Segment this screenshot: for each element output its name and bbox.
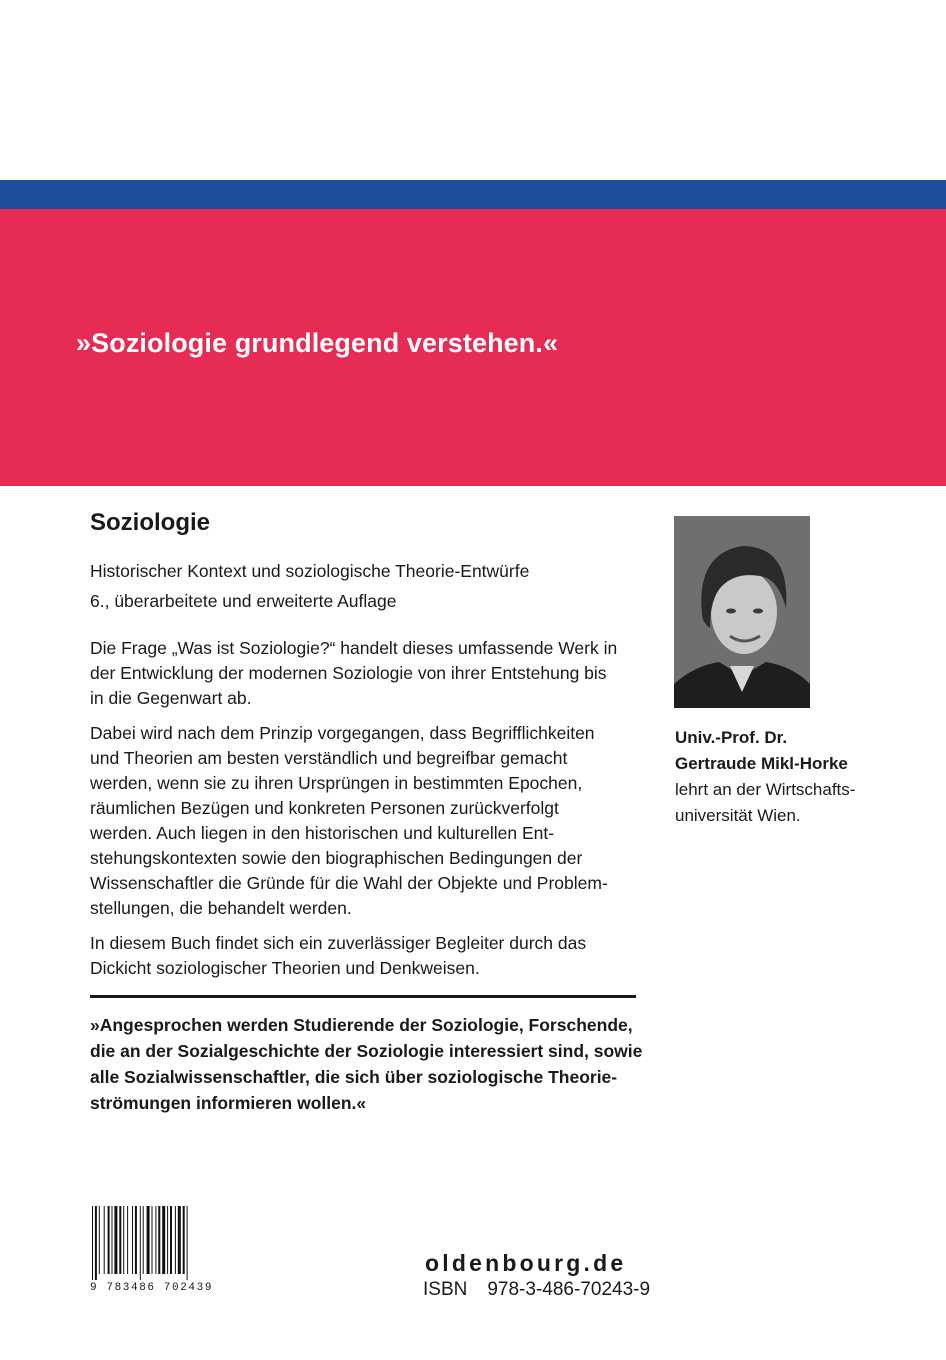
barcode-bar: [152, 1206, 153, 1274]
publisher-url: oldenbourg.de: [425, 1250, 627, 1276]
text-line: räumlichen Bezügen und konkreten Personen zurückverfolgt: [90, 798, 559, 818]
barcode-bar: [178, 1206, 181, 1274]
book-subtitle: [90, 556, 529, 616]
barcode-icon: [90, 1206, 226, 1280]
barcode-bar: [104, 1206, 105, 1274]
text-line: In diesem Buch findet sich ein zuverlässiger Begleiter durch das: [90, 933, 587, 953]
text-line: der Entwicklung der modernen Soziologie von ihrer Entstehung bis: [90, 663, 607, 683]
barcode-bar: [112, 1206, 113, 1274]
quote-line: strömungen informieren wollen.«: [90, 1093, 367, 1113]
text-line: Dickicht soziologischer Theorien und Denkweisen.: [90, 958, 480, 978]
barcode-bar: [114, 1206, 117, 1274]
quote-line: alle Sozialwissenschaftler, die sich über soziologische Theorie-: [90, 1067, 618, 1087]
text-line: in die Gegenwart ab.: [90, 688, 252, 708]
description-paragraph: [90, 931, 650, 981]
text-line: werden, wenn sie zu ihren Ursprüngen in bestimmten Epochen,: [90, 773, 583, 793]
barcode-bar: [132, 1206, 133, 1274]
barcode-bar: [119, 1206, 121, 1274]
author-affiliation: universität Wien.: [675, 806, 801, 825]
barcode-bar: [135, 1206, 137, 1274]
barcode-bar: [143, 1206, 144, 1274]
isbn-number: 978-3-486-70243-9: [487, 1279, 651, 1300]
barcode-bar: [99, 1206, 100, 1274]
text-line: stellungen, die behandelt werden.: [90, 898, 352, 918]
barcode-bar: [140, 1206, 141, 1280]
text-line: und Theorien am besten verständlich und begreifbar gemacht: [90, 748, 568, 768]
author-info: [675, 725, 855, 829]
barcode-bar: [187, 1206, 188, 1280]
barcode-bar: [162, 1206, 165, 1274]
barcode-bar: [175, 1206, 176, 1274]
isbn: [423, 1279, 650, 1301]
barcode-bar: [95, 1206, 97, 1280]
audience-quote: [90, 1012, 650, 1116]
barcode-bar: [183, 1206, 185, 1274]
text-line: Wissenschaftler die Gründe für die Wahl der Objekte und Problem-: [90, 873, 608, 893]
barcode-bar: [92, 1206, 93, 1280]
barcode-bar: [170, 1206, 172, 1274]
isbn-label: ISBN: [423, 1279, 468, 1300]
description: [90, 636, 650, 991]
barcode-digits: 9 783486 702439: [90, 1282, 214, 1294]
barcode-bar: [127, 1206, 128, 1274]
text-line: werden. Auch liegen in den historischen und kulturellen Ent-: [90, 823, 555, 843]
tagline: »Soziologie grundlegend verstehen.«: [76, 328, 559, 358]
description-paragraph: [90, 636, 650, 711]
description-paragraph: [90, 721, 650, 921]
quote-line: die an der Sozialgeschichte der Soziologie interessiert sind, sowie: [90, 1041, 643, 1061]
author-name: Gertraude Mikl-Horke: [675, 754, 848, 773]
quote-line: »Angesprochen werden Studierende der Soziologie, Forschende,: [90, 1015, 633, 1035]
author-photo: [674, 516, 810, 708]
barcode-bar: [108, 1206, 110, 1274]
text-line: stehungskontexten sowie den biographischen Bedingungen der: [90, 848, 583, 868]
barcode-bar: [158, 1206, 160, 1274]
author-affiliation: lehrt an der Wirtschafts-: [675, 780, 856, 799]
text-line: Die Frage „Was ist Soziologie?“ handelt dieses umfassende Werk in: [90, 638, 618, 658]
text-line: Dabei wird nach dem Prinzip vorgegangen, dass Begrifflichkeiten: [90, 723, 595, 743]
section-divider: [90, 995, 636, 998]
author-portrait-icon: [674, 516, 810, 708]
barcode-bar: [147, 1206, 150, 1274]
author-title: Univ.-Prof. Dr.: [675, 728, 788, 747]
barcode-bar: [155, 1206, 156, 1274]
subtitle-line: Historischer Kontext und soziologische Theorie-Entwürfe: [90, 561, 530, 581]
top-blue-band: [0, 180, 946, 209]
edition-line: 6., überarbeitete und erweiterte Auflage: [90, 591, 397, 611]
book-title: Soziologie: [90, 509, 210, 536]
barcode-bar: [123, 1206, 124, 1274]
barcode-bar: [167, 1206, 168, 1274]
